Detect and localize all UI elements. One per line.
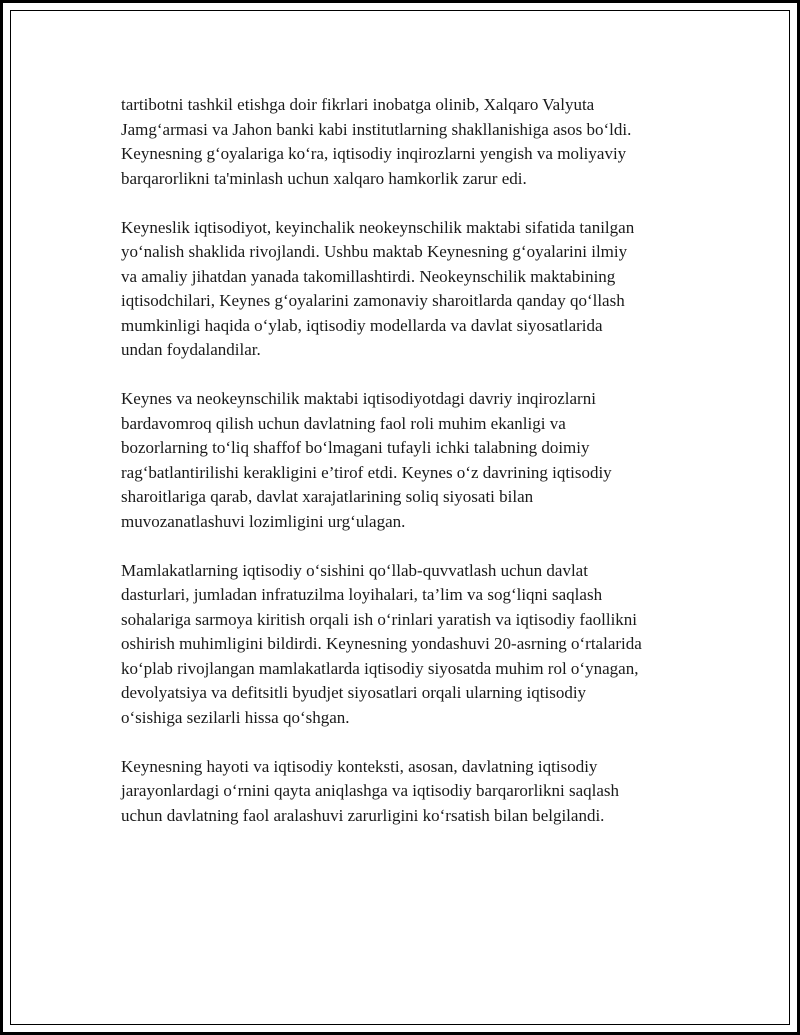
- text-line: uchun davlatning faol aralashuvi zarurligini ko‘rsatish bilan belgilandi.: [121, 805, 605, 825]
- paragraph-2: [121, 216, 701, 363]
- text-line: Keyneslik iqtisodiyot, keyinchalik neokeynschilik maktabi sifatida tanilgan: [121, 217, 635, 237]
- text-line: sohalariga sarmoya kiritish orqali ish o‘rinlari yaratish va iqtisodiy faollikni: [121, 609, 638, 629]
- text-line: tartibotni tashkil etishga doir fikrlari inobatga olinib, Xalqaro Valyuta: [121, 95, 595, 114]
- text-line: Keynesning g‘oyalariga ko‘ra, iqtisodiy inqirozlarni yengish va moliyaviy: [121, 144, 627, 163]
- text-line: Mamlakatlarning iqtisodiy o‘sishini qo‘llab-quvvatlash uchun davlat: [121, 560, 588, 580]
- text-line: devolyatsiya va defitsitli byudjet siyosatlari orqali ularning iqtisodiy: [121, 683, 587, 702]
- text-line: muvozanatlashuvi lozimligini urg‘ulagan.: [121, 511, 406, 531]
- paragraph-4: [121, 559, 701, 731]
- text-line: sharoitlariga qarab, davlat xarajatlarining soliq siyosati bilan: [121, 487, 534, 506]
- text-line: dasturlari, jumladan infratuzilma loyihalari, ta’lim va sog‘liqni saqlash: [121, 585, 603, 604]
- text-line: Keynes va neokeynschilik maktabi iqtisodiyotdagi davriy inqirozlarni: [121, 389, 596, 408]
- text-line: undan foydalandilar.: [121, 340, 261, 359]
- text-line: Keynesning hayoti va iqtisodiy konteksti, asosan, davlatning iqtisodiy: [121, 756, 598, 776]
- document-body: [121, 93, 701, 853]
- text-line: barqarorlikni ta'minlash uchun xalqaro hamkorlik zarur edi.: [121, 168, 527, 188]
- paragraph-3: [121, 387, 701, 534]
- text-line: ko‘plab rivojlangan mamlakatlarda iqtisodiy siyosatda muhim rol o‘ynagan,: [121, 658, 639, 678]
- text-line: yo‘nalish shaklida rivojlandi. Ushbu maktab Keynesning g‘oyalarini ilmiy: [121, 242, 628, 261]
- text-line: va amaliy jihatdan yanada takomillashtirdi. Neokeynschilik maktabining: [121, 266, 616, 286]
- text-line: bardavomroq qilish uchun davlatning faol roli muhim ekanligi va: [121, 413, 566, 433]
- text-line: jarayonlardagi o‘rnini qayta aniqlashga va iqtisodiy barqarorlikni saqlash: [121, 781, 620, 800]
- text-line: rag‘batlantirilishi kerakligini e’tirof etdi. Keynes o‘z davrining iqtisodiy: [121, 462, 612, 482]
- text-line: bozorlarning to‘liq shaffof bo‘lmagani tufayli ichki talabning doimiy: [121, 438, 590, 457]
- paragraph-5: [121, 755, 701, 829]
- text-line: Jamg‘armasi va Jahon banki kabi institutlarning shakllanishiga asos bo‘ldi.: [121, 119, 632, 139]
- paragraph-1: [121, 93, 701, 191]
- text-line: o‘sishiga sezilarli hissa qo‘shgan.: [121, 707, 350, 727]
- text-line: oshirish muhimligini bildirdi. Keynesning yondashuvi 20-asrning o‘rtalarida: [121, 634, 642, 653]
- text-line: iqtisodchilari, Keynes g‘oyalarini zamonaviy sharoitlarda qanday qo‘llash: [121, 291, 625, 310]
- text-line: mumkinligi haqida o‘ylab, iqtisodiy modellarda va davlat siyosatlarida: [121, 315, 603, 335]
